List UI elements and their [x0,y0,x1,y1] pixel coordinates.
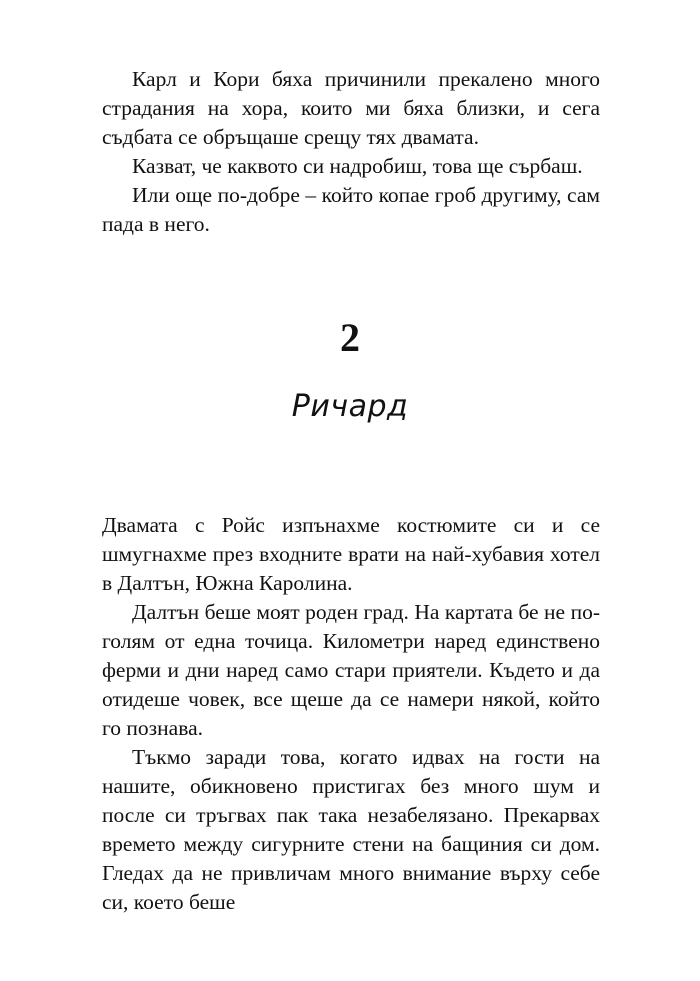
paragraph: Далтън беше моят роден град. На картата бе не по-голям от една точица. Километри наред единствено ферми и дни наред само стари приятели. Където и да отидеше човек, все щеше да се намери някой, който го познава. [102,600,600,740]
paragraph: Казват, че каквото си надробиш, това ще сърбаш. [132,154,583,178]
paragraph: Или още по-добре – който копае гроб другиму, сам пада в него. [102,183,600,236]
chapter-number: 2 [340,315,360,360]
chapter-body [102,511,600,917]
previous-chapter-ending [102,65,600,239]
paragraph: Карл и Кори бяха причинили прекалено много страдания на хора, които ми бяха близки, и сега съдбата се обръщаше срещу тях двамата. [102,67,600,149]
paragraph: Тъкмо заради това, когато идвах на гости на нашите, обикновено пристигах без много шум и после си тръгвах пак така незабелязано. Прекарвах времето между сигурните стени на бащиния си дом. Гледах да не привличам много внимание върху себе си, което беше [102,745,600,914]
paragraph: Двамата с Ройс изпънахме костюмите си и се шмугнахме през входните врати на най-хубавия хотел в Далтън, Южна Каролина. [102,513,600,595]
chapter-title: Ричард [291,389,409,424]
